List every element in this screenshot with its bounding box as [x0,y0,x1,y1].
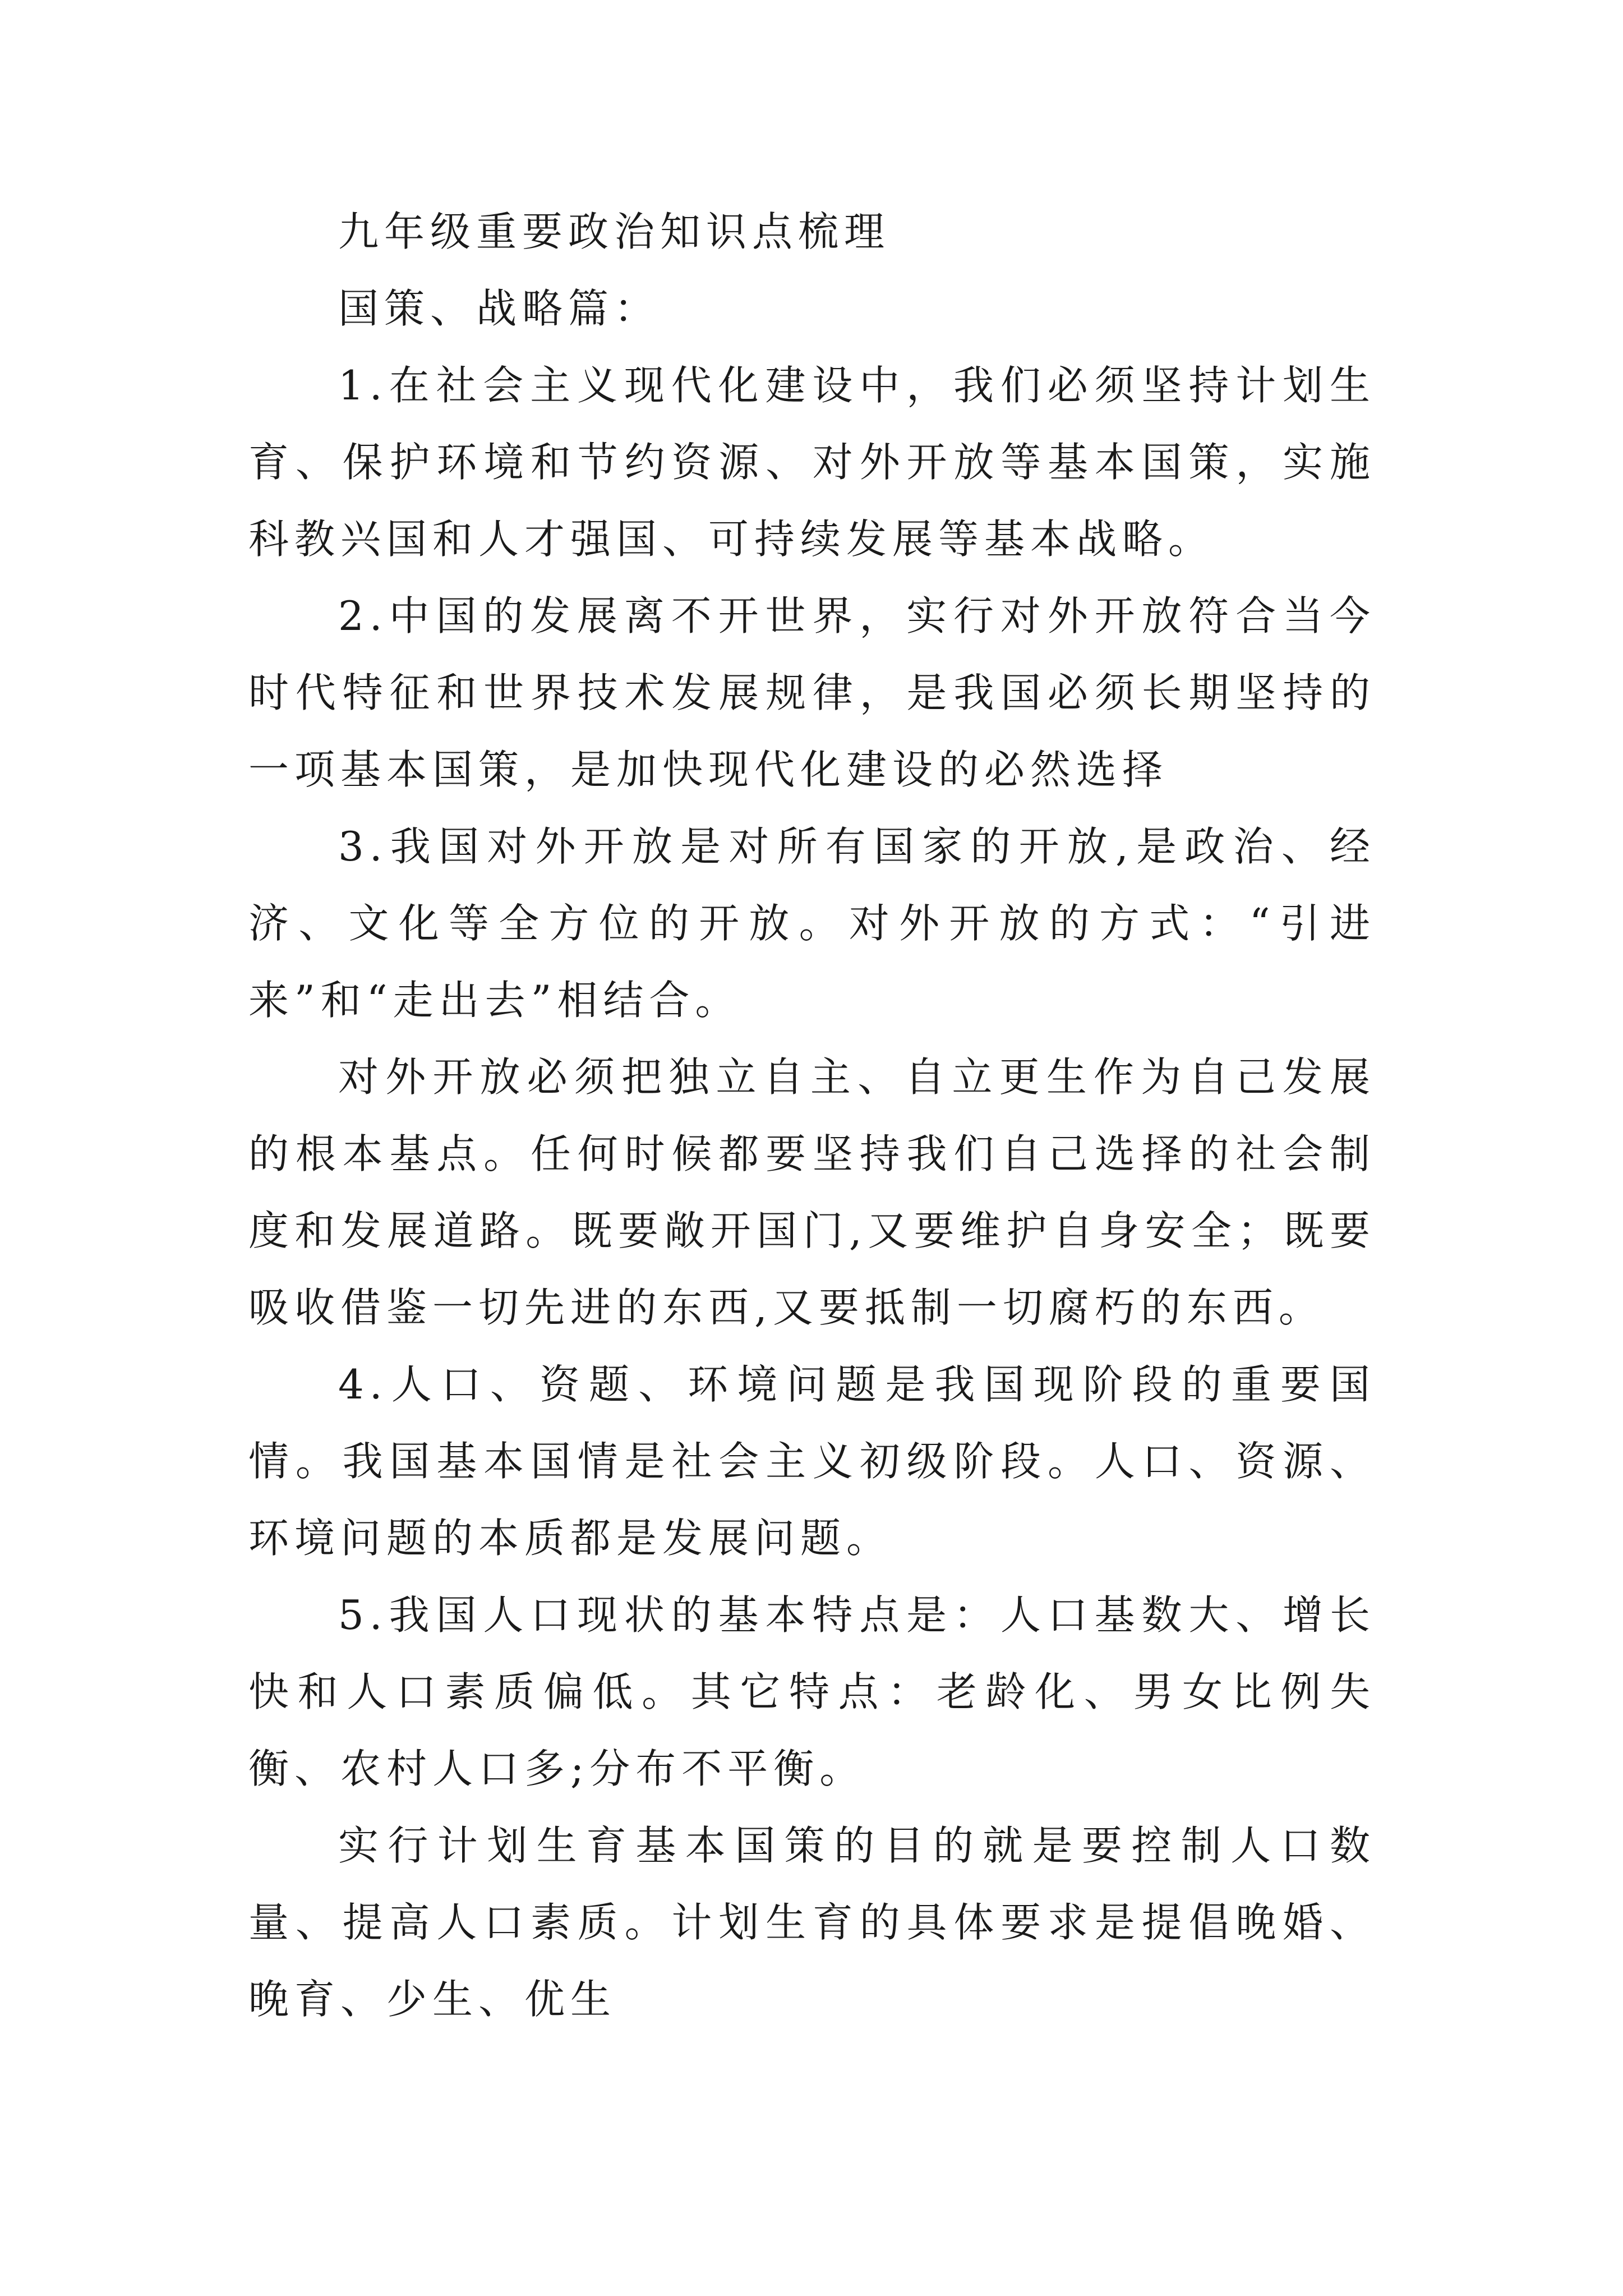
paragraph-3: 3.我国对外开放是对所有国家的开放,是政治、经济、文化等全方位的开放。对外开放的方式：“引进来”和“走出去”相结合。 [248,823,1376,1024]
paragraph-4: 对外开放必须把独立自主、自立更生作为自己发展的根本基点。任何时候都要坚持我们自己选择的社会制度和发展道路。既要敞开国门,又要维护自身安全；既要吸收借鉴一切先进的东西,又要抵制一切腐朽的东西。 [248,1053,1376,1331]
paragraph-6: 5.我国人口现状的基本特点是：人口基数大、增长快和人口素质偏低。其它特点：老龄化、男女比例失衡、农村人口多;分布不平衡。 [248,1591,1376,1792]
document-title: 九年级重要政治知识点梳理 [338,208,891,255]
paragraph-5: 4.人口、资题、环境问题是我国现阶段的重要国情。我国基本国情是社会主义初级阶段。人口、资源、环境问题的本质都是发展问题。 [248,1361,1376,1562]
document-body [248,194,1376,2038]
paragraph-7: 实行计划生育基本国策的目的就是要控制人口数量、提高人口素质。计划生育的具体要求是提倡晚婚、晚育、少生、优生 [248,1822,1376,2023]
paragraph-1: 1.在社会主义现代化建设中，我们必须坚持计划生育、保护环境和节约资源、对外开放等基本国策，实施科教兴国和人才强国、可持续发展等基本战略。 [248,362,1376,563]
paragraph-2: 2.中国的发展离不开世界，实行对外开放符合当今时代特征和世界技术发展规律，是我国必须长期坚持的一项基本国策，是加快现代化建设的必然选择 [248,592,1376,793]
section-heading: 国策、战略篇： [338,285,661,332]
